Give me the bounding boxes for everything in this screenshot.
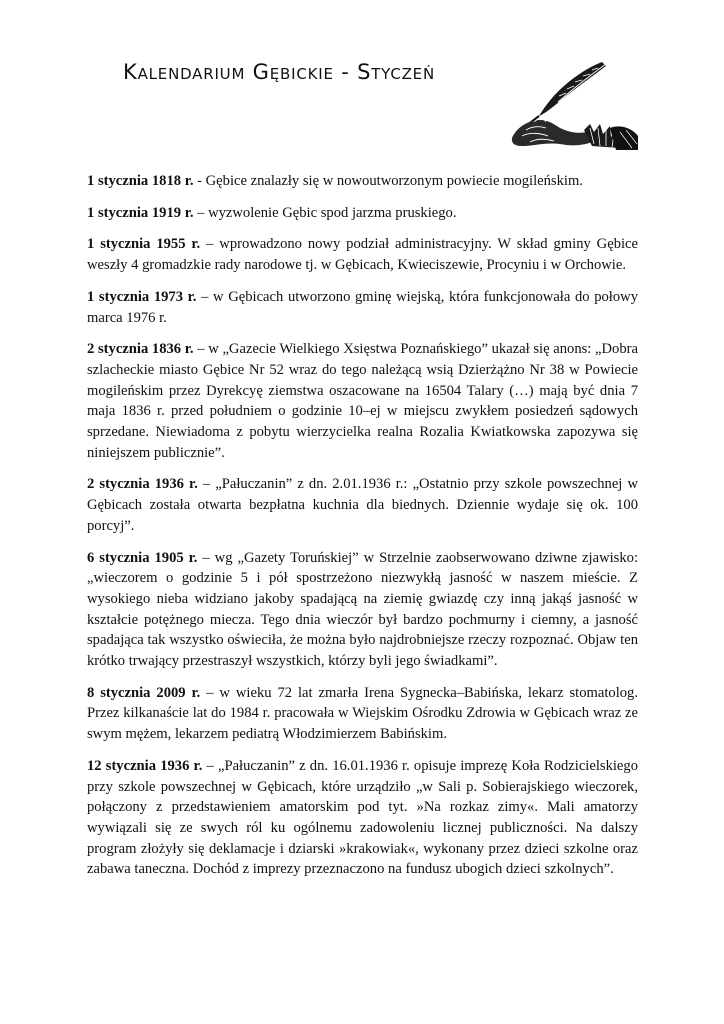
entry-date: 12 stycznia 1936 r. — [87, 757, 203, 774]
calendar-entry — [87, 287, 638, 328]
entry-text: – wyzwolenie Gębic spod jarzma pruskiego. — [193, 204, 457, 221]
entry-date: 1 stycznia 1973 r. — [87, 288, 197, 305]
entry-text: – w „Gazecie Wielkiego Xsięstwa Poznańskiego” ukazał się anons: „Dobra szlacheckie miasto Gębice Nr 52 wraz do tego należącą wsią Dzierżążno Nr 38 w Powiecie mogileńskim przez Dyrekcyę ziemstwa oszacowane na 16504 Talary (…) mają być dnia 7 maja 1836 r. przed południem o godzinie 10–ej w miejscu zwykłem posiedzeń sądowych sprzedane. Niewiadoma z pobytu wierzycielka realna Rozalia Kwiatkowska zapozywa się niniejszem publicznie”. — [87, 341, 638, 461]
entry-text: – „Pałuczanin” z dn. 16.01.1936 r. opisuje imprezę Koła Rodzicielskiego przy szkole powszechnej w Gębicach, które urządziło „w Sali p. Sobierajskiego wieczorek, połączony z przedstawieniem amatorskim pod tyt. »Na rozkaz zimy«. Mali amatorzy wywiązali się ze swych ról ku ogólnemu zadowoleniu licznej publiczności. Na dalszy program złożyły się deklamacje i dziarski »krakowiak«, wykonany przez dzieci szkolne oraz zabawa taneczna. Dochód z imprezy przeznaczono na fundusz ubogich dzieci szkolnych”. — [87, 757, 638, 878]
entry-date: 8 stycznia 2009 r. — [87, 684, 201, 701]
entry-text: – w wieku 72 lat zmarła Irena Sygnecka–Babińska, lekarz stomatolog. Przez kilkanaście lat do 1984 r. pracowała w Wiejskim Ośrodku Zdrowia w Gębicach wraz ze swym mężem, lekarzem pediatrą Włodzimierzem Babińskim. — [87, 684, 638, 743]
entry-date: 1 stycznia 1955 r. — [87, 236, 201, 253]
calendar-entry — [87, 339, 638, 463]
calendar-entry — [87, 203, 638, 224]
entry-text: – w Gębicach utworzono gminę wiejską, która funkcjonowała do połowy marca 1976 r. — [87, 288, 638, 326]
entry-text: – „Pałuczanin” z dn. 2.01.1936 r.: „Ostatnio przy szkole powszechnej w Gębicach została otwarta bezpłatna kuchnia dla biednych. Dziennie wydaje się ok. 100 porcyj”. — [87, 476, 638, 534]
calendar-entry — [87, 474, 638, 536]
entry-text: – wg „Gazety Toruńskiej” w Strzelnie zaobserwowano dziwne zjawisko: „wieczorem o godzinie 5 i pół spostrzeżono niezwykłą jasność w naszem mieście. Z wysokiego nieba widziano jakoby spadającą na ziemię gwiazdę czy inną jakąś jasność w kształcie potężnego miecza. Tego dnia wieczór był bardzo pochmurny i ciemny, a jasność spadająca tak wszystko oświeciła, że można było najdrobniejsze rzeczy rozpoznać. Objaw ten krótko trwający przestraszył wszystkich, którzy byli jego świadkami”. — [87, 549, 638, 670]
entry-date: 6 stycznia 1905 r. — [87, 549, 198, 566]
calendar-entries — [87, 171, 638, 891]
calendar-entry — [87, 548, 638, 672]
page-title: Kalendarium Gębickie - Styczeń — [123, 60, 435, 84]
entry-date: 1 stycznia 1919 r. — [87, 204, 194, 221]
calendar-entry — [87, 756, 638, 880]
entry-date: 2 stycznia 1936 r. — [87, 476, 198, 493]
entry-text: – wprowadzono nowy podział administracyjny. W skład gminy Gębice weszły 4 gromadzkie rady narodowe tj. w Gębicach, Kwieciszewie, Procyniu i w Orchowie. — [87, 236, 638, 274]
calendar-entry — [87, 171, 638, 192]
calendar-entry — [87, 683, 638, 745]
calendar-entry — [87, 234, 638, 275]
entry-date: 2 stycznia 1836 r. — [87, 341, 194, 358]
quill-pen-and-hand-icon — [482, 58, 640, 150]
entry-text: - Gębice znalazły się w nowoutworzonym powiecie mogileńskim. — [193, 173, 583, 189]
entry-date: 1 stycznia 1818 r. — [87, 173, 194, 189]
